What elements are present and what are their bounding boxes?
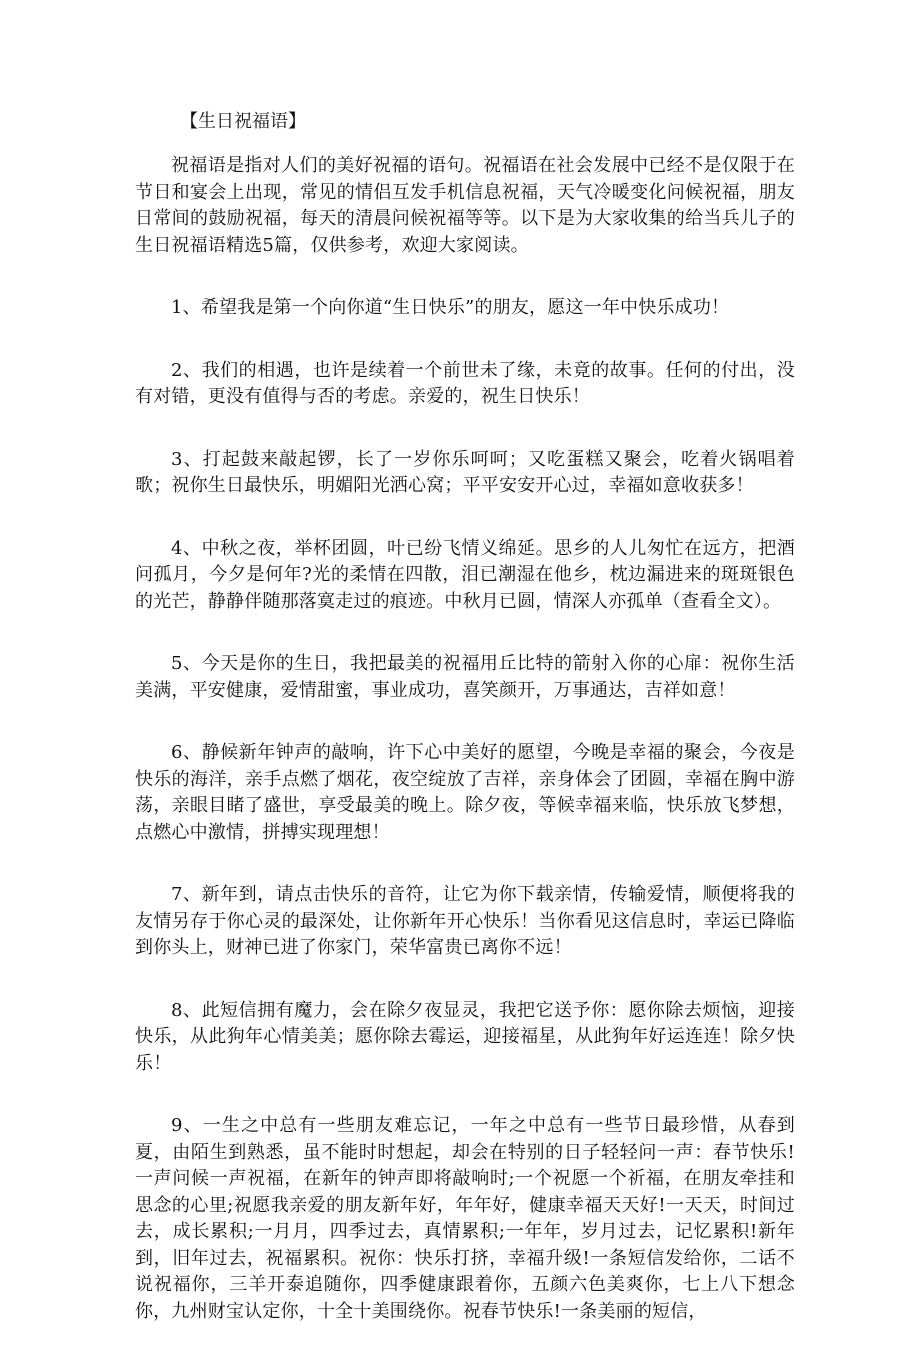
intro-paragraph: 祝福语是指对人们的美好祝福的语句。祝福语在社会发展中已经不是仅限于在节日和宴会上出现，常见的情侣互发手机信息祝福，天气冷暖变化问候祝福，朋友日常间的鼓励祝福，每天的清晨问候祝福等等。以下是为大家收集的给当兵儿子的生日祝福语精选5篇，仅供参考，欢迎大家阅读。 (135, 155, 795, 256)
blessing-item-8: 8、此短信拥有魔力，会在除夕夜显灵，我把它送予你：愿你除去烦恼，迎接快乐，从此狗年心情美美；愿你除去霉运，迎接福星，从此狗年好运连连！除夕快乐！ (135, 999, 795, 1074)
document-body (135, 153, 795, 1361)
document-title: 【生日祝福语】 (180, 111, 306, 132)
blessing-item-4: 4、中秋之夜，举杯团圆，叶已纷飞情义绵延。思乡的人儿匆忙在远方，把酒问孤月，今夕是何年?光的柔情在四散，泪已潮湿在他乡，枕边漏进来的斑斑银色的光芒，静静伴随那落寞走过的痕迹。中秋月已圆，情深人亦孤单（查看全文）。 (135, 537, 795, 612)
blessing-item-1: 1、希望我是第一个向你道“生日快乐”的朋友，愿这一年中快乐成功！ (171, 297, 730, 318)
blessing-item-5: 5、今天是你的生日，我把最美的祝福用丘比特的箭射入你的心扉：祝你生活美满，平安健康，爱情甜蜜，事业成功，喜笑颜开，万事通达，吉祥如意！ (135, 653, 795, 701)
blessing-item-9: 9、一生之中总有一些朋友难忘记，一年之中总有一些节日最珍惜，从春到夏，由陌生到熟悉，虽不能时时想起，却会在特别的日子轻轻问一声：春节快乐!一声问候一声祝福，在新年的钟声即将敲响时;一个祝愿一个祈福，在朋友牵挂和思念的心里;祝愿我亲爱的朋友新年好，年年好，健康幸福天天好!一天天，时间过去，成长累积;一月月，四季过去，真情累积;一年年，岁月过去，记忆累积!新年到，旧年过去，祝福累积。祝你：快乐打挤，幸福升级!一条短信发给你，二话不说祝福你，三羊开泰追随你，四季健康跟着你，五颜六色美爽你，七上八下想念你，九州财宝认定你，十全十美围绕你。祝春节快乐!一条美丽的短信， (135, 1115, 795, 1322)
blessing-item-3: 3、打起鼓来敲起锣，长了一岁你乐呵呵；又吃蛋糕又聚会，吃着火锅唱着歌；祝你生日最快乐，明媚阳光洒心窝；平平安安开心过，幸福如意收获多！ (135, 448, 795, 496)
blessing-item-2: 2、我们的相遇，也许是续着一个前世未了缘，未竟的故事。任何的付出，没有对错，更没有值得与否的考虑。亲爱的，祝生日快乐！ (135, 359, 795, 407)
blessing-item-6: 6、静候新年钟声的敲响，许下心中美好的愿望，今晚是幸福的聚会，今夜是快乐的海洋，亲手点燃了烟花，夜空绽放了吉祥，亲身体会了团圆，幸福在胸中游荡，亲眼目睹了盛世，享受最美的晚上。除夕夜，等候幸福来临，快乐放飞梦想，点燃心中激情，拼搏实现理想！ (135, 742, 795, 843)
blessing-item-7: 7、新年到，请点击快乐的音符，让它为你下载亲情，传输爱情，顺便将我的友情另存于你心灵的最深处，让你新年开心快乐！当你看见这信息时，幸运已降临到你头上，财神已进了你家门，荣华富贵已离你不远！ (135, 884, 795, 958)
